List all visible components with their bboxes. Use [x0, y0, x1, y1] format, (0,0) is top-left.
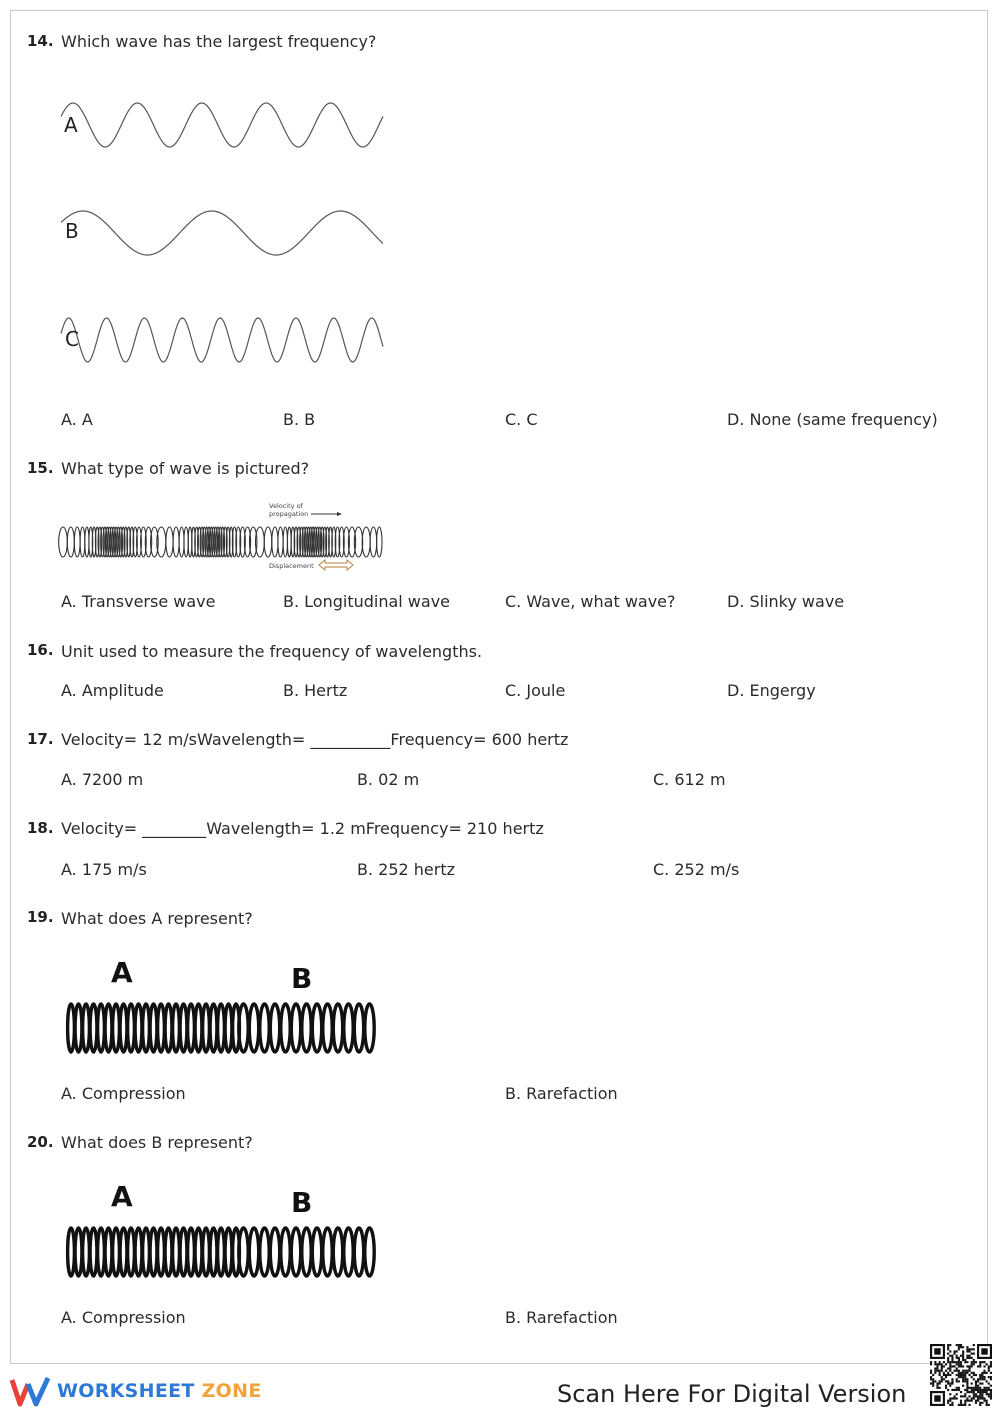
- displacement-label: Displacement: [269, 562, 314, 570]
- spring-coil: [120, 1004, 127, 1052]
- spring-coil: [362, 527, 370, 557]
- spring-coil: [98, 1004, 105, 1052]
- spring-coil: [264, 527, 272, 557]
- spring-coil: [370, 527, 377, 557]
- spring-coil: [225, 1228, 232, 1276]
- spring-coil: [67, 527, 74, 557]
- spring-coil: [344, 1004, 353, 1052]
- spring-coil: [165, 1228, 172, 1276]
- option-d[interactable]: D. Engergy: [727, 681, 816, 700]
- question-number: 16.: [27, 641, 54, 659]
- option-b[interactable]: B. 252 hertz: [357, 860, 456, 879]
- spring-coil: [173, 1004, 180, 1052]
- spring-coil: [365, 1228, 374, 1276]
- question-number: 18.: [27, 819, 54, 837]
- wave-a-label: A: [64, 113, 78, 137]
- spring-coil: [218, 1228, 225, 1276]
- spring-coil: [68, 1004, 75, 1052]
- label-a: A: [111, 1180, 133, 1213]
- spring-coil: [120, 1228, 127, 1276]
- spring-coil: [90, 1228, 97, 1276]
- spring-coil: [225, 1004, 232, 1052]
- option-b[interactable]: B. Longitudinal wave: [283, 592, 451, 611]
- label-b: B: [291, 1186, 313, 1219]
- spring-coil: [312, 1228, 321, 1276]
- spring-coil: [203, 1228, 210, 1276]
- spring-coil: [150, 1228, 157, 1276]
- spring-coil: [281, 1004, 290, 1052]
- displacement-arrow: [319, 560, 353, 570]
- spring-coil: [188, 1228, 195, 1276]
- longitudinal-spring-figure: [61, 498, 386, 578]
- spring-coil: [365, 1004, 374, 1052]
- option-a[interactable]: A. Amplitude: [61, 681, 164, 700]
- option-a[interactable]: A. Compression: [61, 1308, 186, 1327]
- spring-coil: [158, 1004, 165, 1052]
- question-text: What does B represent?: [61, 1133, 253, 1152]
- spring-coil: [180, 1004, 187, 1052]
- option-c[interactable]: C. 612 m: [653, 770, 726, 789]
- spring-coil: [143, 1228, 150, 1276]
- option-a[interactable]: A. Transverse wave: [61, 592, 216, 611]
- spring-coil: [239, 1228, 248, 1276]
- wave-b-figure: [61, 203, 386, 263]
- question-text: Unit used to measure the frequency of wavelengths.: [61, 642, 483, 661]
- spring-coil: [135, 1004, 142, 1052]
- option-b[interactable]: B. Hertz: [283, 681, 348, 700]
- spring-coil: [143, 1004, 150, 1052]
- spring-coil: [166, 527, 173, 557]
- option-c[interactable]: C. Wave, what wave?: [505, 592, 676, 611]
- wave-c-figure: [61, 310, 386, 370]
- spring-coil: [113, 1004, 120, 1052]
- option-d[interactable]: D. None (same frequency): [727, 410, 938, 429]
- spring-coil: [270, 1004, 279, 1052]
- spring-coil: [203, 1004, 210, 1052]
- spring-coil: [333, 1228, 342, 1276]
- spring-coil: [150, 1004, 157, 1052]
- spring-coil: [283, 527, 287, 557]
- propagation-label: propagation: [269, 510, 309, 518]
- spring-coil: [68, 1228, 75, 1276]
- spring-coil: [354, 1228, 363, 1276]
- spring-coil: [291, 1228, 300, 1276]
- spring-coil: [272, 527, 278, 557]
- question-number: 15.: [27, 459, 54, 477]
- spring-coil: [105, 1004, 112, 1052]
- spring-coil: [260, 1228, 269, 1276]
- spring-coil: [128, 1004, 135, 1052]
- spring-coil: [135, 1228, 142, 1276]
- velocity-label: Velocity of: [269, 502, 303, 510]
- option-c[interactable]: C. C: [505, 410, 538, 429]
- spring-coil: [173, 527, 179, 557]
- spring-coil: [210, 1004, 217, 1052]
- spring-coil: [173, 1228, 180, 1276]
- spring-coil: [323, 1004, 332, 1052]
- spring-coil: [75, 1228, 82, 1276]
- spring-coil: [180, 1228, 187, 1276]
- option-b[interactable]: B. Rarefaction: [505, 1084, 618, 1103]
- spring-coil: [312, 1004, 321, 1052]
- worksheetzone-logo-icon: [10, 1376, 52, 1408]
- spring-coil: [344, 1228, 353, 1276]
- spring-coil: [377, 527, 382, 557]
- spring-coil: [90, 1004, 97, 1052]
- spring-coil: [278, 527, 283, 557]
- label-a: A: [111, 956, 133, 989]
- spring-coil: [333, 1004, 342, 1052]
- wave-c-label: C: [65, 327, 79, 351]
- question-number: 14.: [27, 32, 54, 50]
- label-b: B: [291, 962, 313, 995]
- spring-coil: [260, 1004, 269, 1052]
- qr-code-icon[interactable]: [930, 1344, 992, 1406]
- question-number: 20.: [27, 1133, 54, 1151]
- spring-coil: [74, 527, 80, 557]
- option-a[interactable]: A. 175 m/s: [61, 860, 147, 879]
- spring-coil: [195, 1004, 202, 1052]
- spring-coil: [128, 1228, 135, 1276]
- compression-spring-figure: [61, 950, 386, 1070]
- question-number: 19.: [27, 908, 54, 926]
- spring-coil: [210, 1228, 217, 1276]
- spring-coil: [249, 1228, 258, 1276]
- spring-coil: [218, 1004, 225, 1052]
- question-text: What type of wave is pictured?: [61, 459, 310, 478]
- wave-b-label: B: [65, 219, 79, 243]
- option-a[interactable]: A. 7200 m: [61, 770, 144, 789]
- option-a[interactable]: A. Compression: [61, 1084, 186, 1103]
- option-d[interactable]: D. Slinky wave: [727, 592, 845, 611]
- spring-coil: [165, 1004, 172, 1052]
- question-text: Velocity= ________Wavelength= 1.2 mFrequency= 210 hertz: [61, 819, 544, 838]
- question-number: 17.: [27, 730, 54, 748]
- question-text: Velocity= 12 m/sWavelength= __________Frequency= 600 hertz: [61, 730, 569, 749]
- spring-coil: [83, 1004, 90, 1052]
- spring-coil: [270, 1228, 279, 1276]
- option-c[interactable]: C. 252 m/s: [653, 860, 740, 879]
- spring-coil: [302, 1004, 311, 1052]
- spring-coil: [281, 1228, 290, 1276]
- spring-coil: [291, 1004, 300, 1052]
- option-b[interactable]: B. B: [283, 410, 316, 429]
- spring-coil: [323, 1228, 332, 1276]
- spring-coil: [80, 527, 85, 557]
- spring-coil: [113, 1228, 120, 1276]
- option-b[interactable]: B. Rarefaction: [505, 1308, 618, 1327]
- spring-coil: [98, 1228, 105, 1276]
- question-text: What does A represent?: [61, 909, 253, 928]
- wave-a-figure: [61, 95, 386, 155]
- spring-coil: [249, 1004, 258, 1052]
- spring-coil: [83, 1228, 90, 1276]
- option-c[interactable]: C. Joule: [505, 681, 566, 700]
- spring-coil: [239, 1004, 248, 1052]
- spring-coil: [105, 1228, 112, 1276]
- compression-spring-figure: [61, 1174, 386, 1294]
- spring-coil: [75, 1004, 82, 1052]
- option-b[interactable]: B. 02 m: [357, 770, 420, 789]
- question-text: Which wave has the largest frequency?: [61, 32, 377, 51]
- spring-coil: [302, 1228, 311, 1276]
- spring-coil: [158, 1228, 165, 1276]
- spring-coil: [354, 1004, 363, 1052]
- spring-coil: [195, 1228, 202, 1276]
- spring-coil: [188, 1004, 195, 1052]
- scan-text: Scan Here For Digital Version: [557, 1380, 907, 1408]
- brand-name: WORKSHEET ZONE: [57, 1380, 262, 1402]
- option-a[interactable]: A. A: [61, 410, 93, 429]
